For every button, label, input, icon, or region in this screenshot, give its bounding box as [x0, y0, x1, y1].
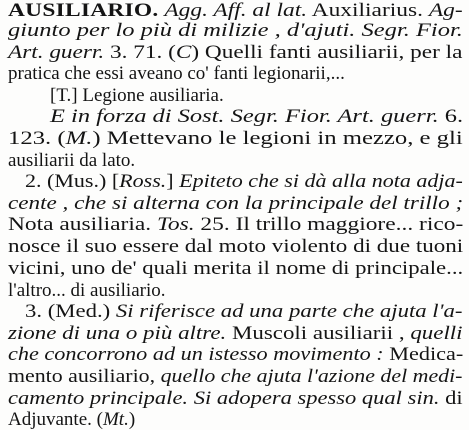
entry-line	[8, 150, 135, 172]
text: ausiliarii da lato.	[8, 150, 136, 171]
italic-text: camento principale. Si adopera spesso qual sin.	[8, 388, 440, 409]
entry-line	[25, 301, 462, 323]
italic-text: Art. guerr.	[8, 42, 105, 63]
italic-text: Epiteto che si dà alla nota adja-	[179, 171, 463, 192]
entry-line	[8, 128, 463, 150]
entry-line	[8, 258, 463, 280]
text: ) Quelli fanti ausiliarii, per la	[191, 42, 463, 63]
italic-text: Ross.	[119, 171, 167, 192]
italic-text: M.	[65, 128, 93, 149]
text: ) Mettevano le legioni in mezzo, e gli	[92, 128, 463, 149]
italic-text: quello che ajuta l'azione del medi-	[160, 366, 463, 387]
italic-text: C	[175, 42, 192, 63]
italic-text: Ag-	[428, 0, 463, 21]
entry-line	[8, 0, 463, 22]
italic-text: quelli	[410, 323, 463, 344]
text: )	[128, 409, 136, 430]
text: mento ausiliario,	[8, 366, 161, 387]
text: Muscoli ausiliarii ,	[226, 323, 411, 344]
text: vicini, uno de' quali merita il nome di principale...	[8, 258, 464, 279]
entry-line	[25, 171, 463, 193]
entry-line	[8, 20, 463, 42]
text: pratica che essi aveano co' fanti legionarii,...	[8, 63, 345, 84]
entry-line	[8, 344, 463, 366]
entry-line	[50, 85, 224, 107]
text: l'altro... di ausiliario.	[8, 280, 166, 301]
italic-text: Agg. Aff. al lat.	[164, 0, 308, 21]
entry-line	[8, 280, 166, 302]
entry-line	[8, 42, 462, 64]
italic-text: zione di una o più altre.	[8, 323, 227, 344]
text: 2. (Mus.) [	[25, 171, 120, 192]
text: Auxiliarius.	[307, 0, 429, 21]
italic-text: Si riferisce ad una parte che ajuta l'a-	[115, 301, 463, 322]
entry-line	[8, 214, 463, 236]
text: 123. (	[8, 128, 66, 149]
italic-text: che concorrono ad un istesso movimento :	[8, 344, 384, 365]
text: 3. 71. (	[104, 42, 176, 63]
entry-line	[8, 193, 463, 215]
text: 6.	[438, 106, 464, 127]
headword: AUSILIARIO.	[8, 0, 159, 21]
text: di	[439, 388, 463, 409]
text: nosce il suo essere dal moto violento di due tuoni	[8, 236, 464, 257]
entry-line	[50, 106, 463, 128]
entry-line	[8, 366, 462, 388]
entry-line	[8, 409, 135, 431]
italic-text: Mt.	[102, 409, 129, 430]
italic-text: cente , che si alterna con la principale del trillo ;	[8, 193, 464, 214]
italic-text: giunto per lo più di milizie , d'ajuti. Segr. Fior.	[8, 20, 463, 41]
text: ]	[166, 171, 180, 192]
text: [T.] Legione ausiliaria.	[50, 85, 224, 106]
italic-text: Tos.	[156, 214, 195, 235]
text: Adjuvante. (	[8, 409, 103, 430]
entry-line	[8, 323, 463, 345]
text: Medica-	[383, 344, 464, 365]
entry-line	[8, 388, 463, 410]
entry-line	[8, 63, 345, 85]
text: 25. Il trillo maggiore... rico-	[194, 214, 464, 235]
entry-line	[8, 236, 463, 258]
italic-text: E in forza di Sost. Segr. Fior. Art. guerr.	[50, 106, 439, 127]
text: Nota ausiliaria.	[8, 214, 157, 235]
text: 3. (Med.)	[25, 301, 116, 322]
